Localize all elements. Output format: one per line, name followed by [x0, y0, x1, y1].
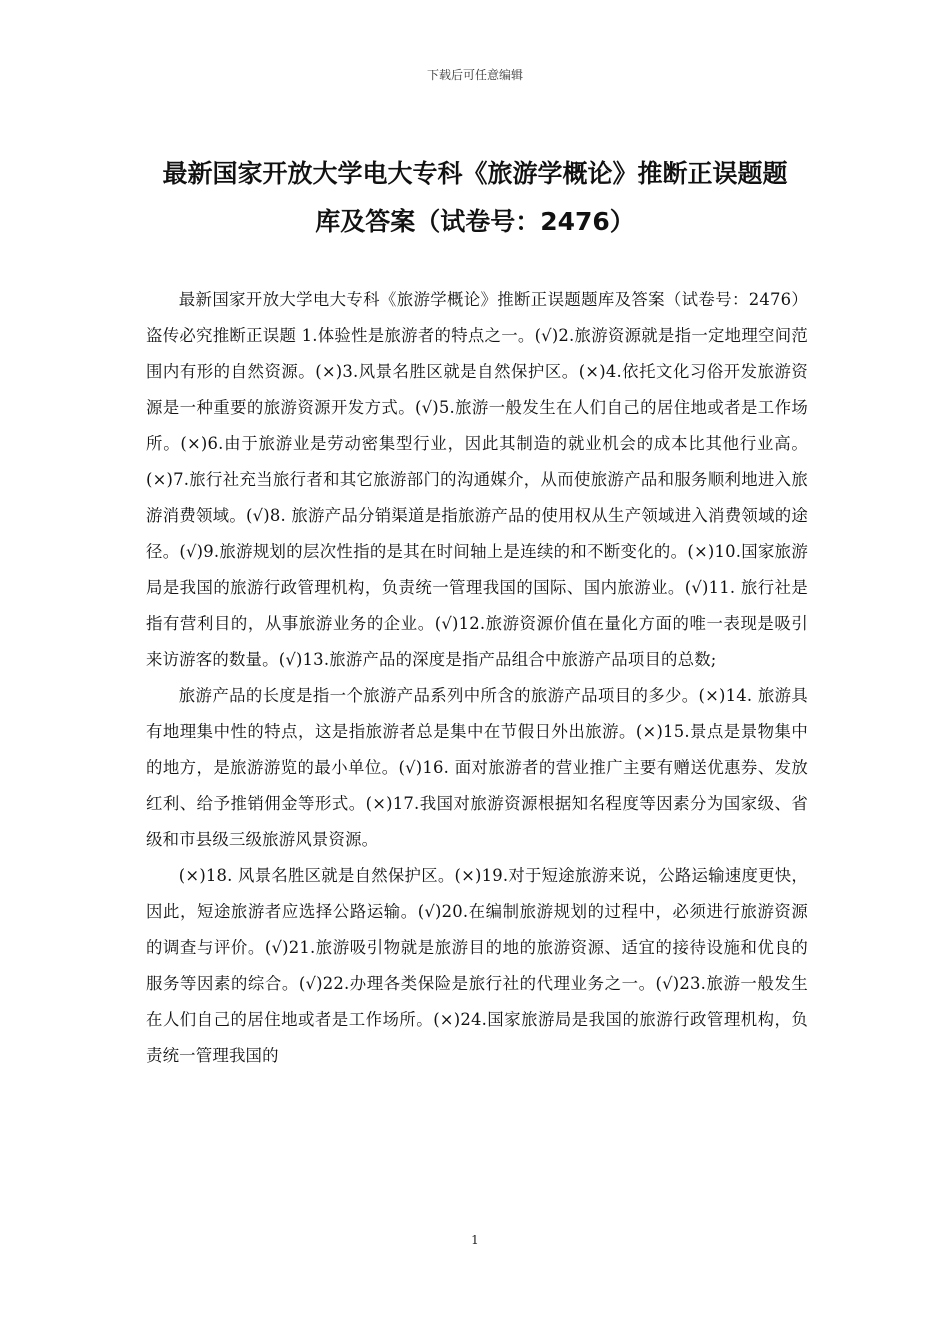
- body-paragraph-1: 最新国家开放大学电大专科《旅游学概论》推断正误题题库及答案（试卷号：2476）盗传必究推断正误题 1.体验性是旅游者的特点之一。(√)2.旅游资源就是指一定地理空间范围内有形的自然资源。(×)3.风景名胜区就是自然保护区。(×)4.依托文化习俗开发旅游资源是一种重要的旅游资源开发方式。(√)5.旅游一般发生在人们自己的居住地或者是工作场所。(×)6.由于旅游业是劳动密集型行业，因此其制造的就业机会的成本比其他行业高。(×)7.旅行社充当旅行者和其它旅游部门的沟通媒介，从而使旅游产品和服务顺利地进入旅游消费领域。(√)8. 旅游产品分销渠道是指旅游产品的使用权从生产领域进入消费领域的途径。(√)9.旅游规划的层次性指的是其在时间轴上是连续的和不断变化的。(×)10.国家旅游局是我国的旅游行政管理机构，负责统一管理我国的国际、国内旅游业。(√)11. 旅行社是指有营利目的，从事旅游业务的企业。(√)12.旅游资源价值在量化方面的唯一表现是吸引来访游客的数量。(√)13.旅游产品的深度是指产品组合中旅游产品项目的总数;: [146, 290, 808, 669]
- document-title-line-1: 最新国家开放大学电大专科《旅游学概论》推断正误题题: [162, 159, 788, 188]
- body-paragraph-3: (×)18. 风景名胜区就是自然保护区。(×)19.对于短途旅游来说，公路运输速度更快，因此，短途旅游者应选择公路运输。(√)20.在编制旅游规划的过程中，必须进行旅游资源的调查与评价。(√)21.旅游吸引物就是旅游目的地的旅游资源、适宜的接待设施和优良的服务等因素的综合。(√)22.办理各类保险是旅行社的代理业务之一。(√)23.旅游一般发生在人们自己的居住地或者是工作场所。(×)24.国家旅游局是我国的旅游行政管理机构，负责统一管理我国的: [146, 866, 808, 1065]
- document-title-line-2: 库及答案（试卷号：2476）: [315, 207, 635, 236]
- page-number: 1: [471, 1233, 479, 1247]
- body-paragraph-2: 旅游产品的长度是指一个旅游产品系列中所含的旅游产品项目的多少。(×)14. 旅游具有地理集中性的特点，这是指旅游者总是集中在节假日外出旅游。(×)15.景点是景物集中的地方，是旅游游览的最小单位。(√)16. 面对旅游者的营业推广主要有赠送优惠券、发放红利、给予推销佣金等形式。(×)17.我国对旅游资源根据知名程度等因素分为国家级、省级和市县级三级旅游风景资源。: [146, 686, 808, 849]
- page-header-note: 下载后可任意编辑: [426, 68, 523, 82]
- document-body: [146, 282, 808, 1074]
- document-title: [140, 150, 810, 246]
